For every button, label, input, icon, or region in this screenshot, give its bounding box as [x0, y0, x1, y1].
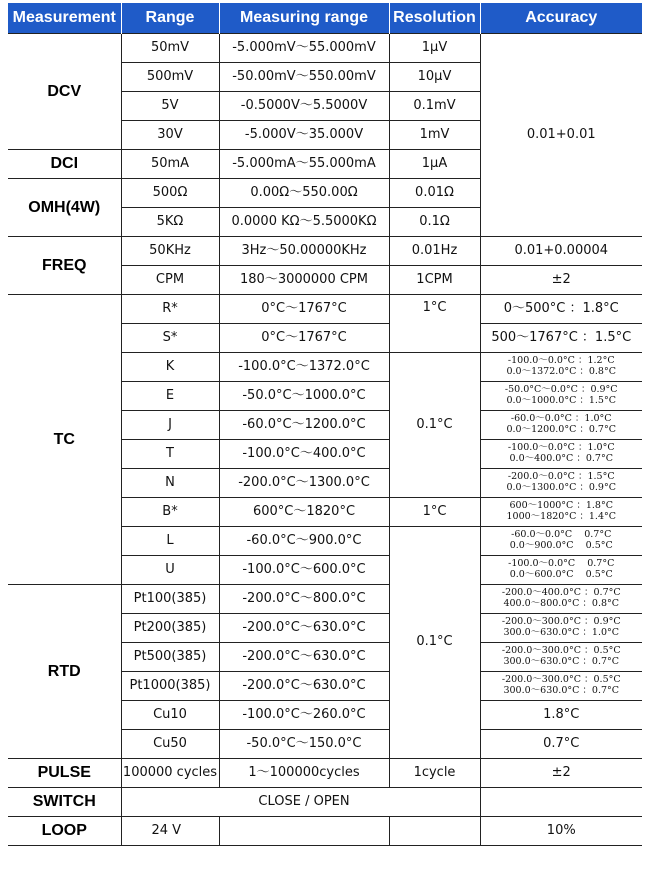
header-row: [8, 3, 642, 34]
accuracy-cell: ±2: [480, 266, 642, 295]
range-cell: T: [121, 440, 219, 469]
resolution-cell: 1μV: [389, 34, 480, 63]
measuring-range-cell: -50.00mV～550.00mV: [219, 63, 389, 92]
range-cell: 30V: [121, 121, 219, 150]
resolution-cell: 1CPM: [389, 266, 480, 295]
measuring-range-cell: -50.0°C～1000.0°C: [219, 382, 389, 411]
measurement-tc: TC: [8, 295, 121, 585]
accuracy-line: 600～1000°C ：1.8°C: [509, 500, 613, 512]
accuracy-line: -50.0°C～0.0°C ：0.9°C: [504, 384, 618, 396]
header-range: Range: [121, 3, 219, 34]
range-cell: 500mV: [121, 63, 219, 92]
range-cell: U: [121, 556, 219, 585]
table-row: [8, 759, 642, 788]
range-cell: K: [121, 353, 219, 382]
spec-table: [8, 3, 642, 846]
measuring-range-cell: -200.0°C～800.0°C: [219, 585, 389, 614]
resolution-cell: [389, 788, 480, 817]
accuracy-line: 0.0～900.0°C 0.5°C: [509, 540, 613, 551]
accuracy-cell: [480, 353, 642, 382]
header-measuring-range: Measuring range: [219, 3, 389, 34]
accuracy-cell: [480, 440, 642, 469]
measuring-range-cell: -5.000V～35.000V: [219, 121, 389, 150]
header-accuracy: Accuracy: [480, 3, 642, 34]
measuring-range-cell: -60.0°C～1200.0°C: [219, 411, 389, 440]
measurement-ohm: OMH(4W): [8, 179, 121, 237]
measuring-range-cell: -200.0°C～630.0°C: [219, 672, 389, 701]
accuracy-cell: 1.8°C: [480, 701, 642, 730]
accuracy-line: 1000～1820°C ：1.4°C: [506, 511, 617, 522]
accuracy-line: 0.0～1372.0°C ：0.8°C: [506, 366, 616, 377]
resolution-cell: 1mV: [389, 121, 480, 150]
accuracy-line: -100.0～0.0°C ：1.2°C: [507, 355, 615, 367]
resolution-cell: 10μV: [389, 63, 480, 92]
accuracy-cell: [480, 585, 642, 614]
range-cell: Cu10: [121, 701, 219, 730]
accuracy-cell: [480, 411, 642, 440]
range-cell: N: [121, 469, 219, 498]
range-cell: E: [121, 382, 219, 411]
table-row: [8, 585, 642, 614]
table-row: [8, 34, 642, 63]
accuracy-cell: [480, 382, 642, 411]
range-cell: 50mA: [121, 150, 219, 179]
range-cell: R*: [121, 295, 219, 324]
measuring-range-cell: -5.000mA～55.000mA: [219, 150, 389, 179]
accuracy-cell: 500～1767°C ：1.5°C: [480, 324, 642, 353]
measuring-range-cell: 1～100000cycles: [219, 759, 389, 788]
resolution-cell: 0.1mV: [389, 92, 480, 121]
measuring-range-cell: 0.00Ω～550.00Ω: [219, 179, 389, 208]
measurement-freq: FREQ: [8, 237, 121, 295]
measurement-loop: LOOP: [8, 817, 121, 846]
table-row: [8, 788, 642, 817]
resolution-cell: 0.1Ω: [389, 208, 480, 237]
measuring-range-cell: 3Hz～50.00000KHz: [219, 237, 389, 266]
measurement-switch: SWITCH: [8, 788, 121, 817]
header-measurement: Measurement: [8, 3, 121, 34]
accuracy-line: 300.0～630.0°C ：1.0°C: [503, 627, 620, 638]
range-cell: Pt500(385): [121, 643, 219, 672]
resolution-cell: 0.1°C: [389, 353, 480, 498]
range-cell: S*: [121, 324, 219, 353]
measuring-range-cell: -0.5000V～5.5000V: [219, 92, 389, 121]
measuring-range-cell: -200.0°C～630.0°C: [219, 614, 389, 643]
measuring-range-cell: 0°C～1767°C: [219, 295, 389, 324]
measuring-range-cell: 600°C～1820°C: [219, 498, 389, 527]
resolution-cell: [389, 817, 480, 846]
range-cell: 100000 cycles: [121, 759, 219, 788]
accuracy-dc-cell: 0.01+0.01: [480, 34, 642, 237]
measuring-range-cell: -200.0°C～630.0°C: [219, 643, 389, 672]
measuring-range-cell: -100.0°C～1372.0°C: [219, 353, 389, 382]
resolution-cell: 1°C: [389, 295, 480, 353]
accuracy-cell: [480, 498, 642, 527]
measurement-dcv: DCV: [8, 34, 121, 150]
resolution-cell: 0.01Ω: [389, 179, 480, 208]
accuracy-line: 300.0～630.0°C ：0.7°C: [503, 656, 620, 667]
measuring-range-cell: -100.0°C～400.0°C: [219, 440, 389, 469]
resolution-cell: 0.1°C: [389, 527, 480, 759]
range-cell: [121, 788, 219, 817]
resolution-cell: 1cycle: [389, 759, 480, 788]
resolution-cell: 1°C: [389, 498, 480, 527]
measuring-range-cell: 0.0000 KΩ～5.5000KΩ: [219, 208, 389, 237]
measuring-range-cell: -5.000mV～55.000mV: [219, 34, 389, 63]
accuracy-line: 0.0～400.0°C ：0.7°C: [509, 453, 613, 464]
range-cell: L: [121, 527, 219, 556]
range-cell: 24 V: [121, 817, 219, 846]
range-cell: 50KHz: [121, 237, 219, 266]
accuracy-line: -60.0～0.0°C 0.7°C: [511, 529, 612, 541]
accuracy-cell: [480, 556, 642, 585]
table-row: [8, 237, 642, 266]
accuracy-line: -200.0～400.0°C ：0.7°C: [501, 587, 621, 599]
resolution-cell: 1μA: [389, 150, 480, 179]
accuracy-cell: [480, 788, 642, 817]
range-cell: 5V: [121, 92, 219, 121]
accuracy-cell: [480, 643, 642, 672]
accuracy-cell: 10%: [480, 817, 642, 846]
measuring-range-cell: 180～3000000 CPM: [219, 266, 389, 295]
accuracy-line: -200.0～300.0°C ：0.5°C: [501, 645, 621, 657]
accuracy-cell: [480, 672, 642, 701]
range-cell: Pt1000(385): [121, 672, 219, 701]
table-row: [8, 817, 642, 846]
accuracy-cell: [480, 469, 642, 498]
accuracy-line: -200.0～300.0°C ：0.5°C: [501, 674, 621, 686]
accuracy-line: 300.0～630.0°C ：0.7°C: [503, 685, 620, 696]
measuring-range-cell: -200.0°C～1300.0°C: [219, 469, 389, 498]
accuracy-cell: 0.01+0.00004: [480, 237, 642, 266]
range-cell: 500Ω: [121, 179, 219, 208]
measuring-range-cell: [219, 817, 389, 846]
accuracy-line: -200.0～0.0°C ：1.5°C: [507, 471, 615, 483]
range-cell: B*: [121, 498, 219, 527]
measuring-range-cell: CLOSE / OPEN: [219, 788, 389, 817]
range-cell: Cu50: [121, 730, 219, 759]
range-cell: J: [121, 411, 219, 440]
accuracy-cell: 0～500°C ：1.8°C: [480, 295, 642, 324]
range-cell: CPM: [121, 266, 219, 295]
table-row: [8, 295, 642, 324]
header-resolution: Resolution: [389, 3, 480, 34]
spec-table-container: [8, 3, 642, 846]
accuracy-line: -100.0～0.0°C ：1.0°C: [507, 442, 615, 454]
range-cell: Pt200(385): [121, 614, 219, 643]
measurement-pulse: PULSE: [8, 759, 121, 788]
accuracy-line: 400.0～800.0°C ：0.8°C: [503, 598, 620, 609]
measuring-range-cell: -50.0°C～150.0°C: [219, 730, 389, 759]
accuracy-line: 0.0～600.0°C 0.5°C: [509, 569, 613, 580]
accuracy-line: -200.0～300.0°C ：0.9°C: [501, 616, 621, 628]
range-cell: 5KΩ: [121, 208, 219, 237]
measuring-range-cell: 0°C～1767°C: [219, 324, 389, 353]
range-cell: Pt100(385): [121, 585, 219, 614]
accuracy-line: 0.0～1200.0°C ：0.7°C: [506, 424, 616, 435]
measurement-dci: DCI: [8, 150, 121, 179]
accuracy-line: -100.0～0.0°C 0.7°C: [508, 558, 615, 570]
accuracy-cell: [480, 614, 642, 643]
accuracy-line: -60.0～0.0°C ：1.0°C: [510, 413, 612, 425]
accuracy-cell: 0.7°C: [480, 730, 642, 759]
accuracy-line: 0.0～1000.0°C ：1.5°C: [506, 395, 616, 406]
measuring-range-cell: -100.0°C～600.0°C: [219, 556, 389, 585]
measurement-rtd: RTD: [8, 585, 121, 759]
accuracy-cell: [480, 527, 642, 556]
range-cell: 50mV: [121, 34, 219, 63]
accuracy-line: 0.0～1300.0°C ：0.9°C: [506, 482, 616, 493]
accuracy-cell: ±2: [480, 759, 642, 788]
measuring-range-cell: -100.0°C～260.0°C: [219, 701, 389, 730]
measuring-range-cell: -60.0°C～900.0°C: [219, 527, 389, 556]
resolution-cell: 0.01Hz: [389, 237, 480, 266]
